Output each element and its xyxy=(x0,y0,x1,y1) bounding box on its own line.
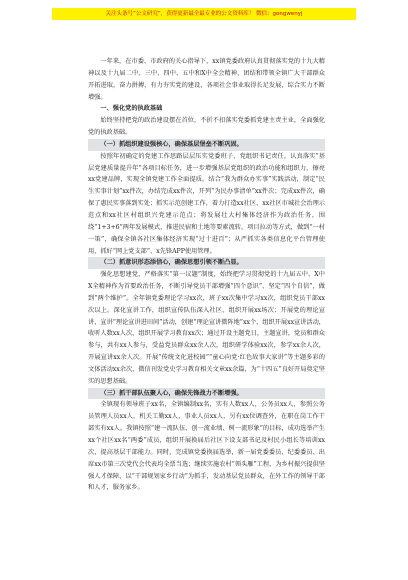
section-1-heading: （一）抓组织建设强核心，确保基层堡垒不断巩固。 xyxy=(88,139,325,151)
top-banner: 关注头条号“公文研究”，获得更新最全最专业的公文资料库！ 微信：gongwenyj xyxy=(52,8,356,20)
paragraph-4: 强化思想建党，严格落实“第一议题”制度，始终把学习贯彻党的十九届五中、X中X全精神作为首要政治任务，不断引导党员干部增强“四个意识”、坚定“四个自信”，做到“两个维护”。全年镇党委理论学习xx次，班子xx次集中学习xx次，组织党员干部xx次以上。深化宣讲工作，组织宣传队伍深入社区、组织开展xx场次；开展党的理论宣讲，宣讲“理论宣讲进田间”活动，创建“理论宣讲微阵地”xx个，组织开展xx宣讲活动，收听人数xx人次，组织开展学习教育xx次；通过开设主题党日，主题宣讲，党员和群众参与，共有xx人参与，受益党员群众xx余人次，组织研学体验xx次，参学xx余人次，开展宣讲xx余人次。开展“传统文化进校园”“童心向党·红色故事大家讲”等主题多彩的文体活动xx余次，微信刊发党史学习教育相关文章xx余篇，为“十四五”良好开局奠定坚实的思想基础。 xyxy=(88,271,325,385)
paragraph-3: 按照年初确定的党建工作思路层层压实党委班子、党组织书记责任，认真落实“基层党建质量提升年”各项目标任务，进一步增强基层党组织的政治功能和组织力，擦亮xx党建品牌，实现全镇党建工作全面提质。结合“我为群众办实事”实践活动，制定“民生实事计划”xx件次，办结完成xx件次，开列“为民办事清单”xx件次；完成xx件次，确保了惠民实事落到实处；抓实示范创建工作，着力打造xx社区、xx社区市城社会治理示范点和xx社区村组织兴党建示范点；将发展壮大村集体经济作为政治任务，围绕“1+3+6”两年发展模式，推进民宿和土地等要素流转，项目拉动等方式，做到“一村一策”，确保全镇各社区集体经济实现“过十进百”；从严抓实各类信息化平台管理使用，抓好“网上党支部”、x先锋APP使用管理。 xyxy=(88,152,325,255)
intro-paragraph: 一年来，在市委、市政府的关心指导下，xx镇党委政府认真贯彻落实党的十九大精神以及十九届二中、三中、四中、五中和X中全会精神，团结和带领全镇广大干部群众开拓进取，奋力拼搏，有力夯实党的建设，各项社会事业取得长足发展，综合实力不断增强。 xyxy=(88,58,325,101)
section-3-heading: （三）抓干部队伍聚人心，确保先锋战力不断增强。 xyxy=(88,388,325,400)
paragraph-5: 全镇现有领导班子xx名，全镇编制xx名，实有人数xx人，公务员xx人，参照公务员管理人员xx人，机关工勤xx人，事业人员xx人，另有xx位调查外，在职在岗工作干部实有xx人。我镇按照“建一流队伍、创一流业绩、树一流形象”的目标，成功选举产生xx个社区xx名“两委”成员，组织开展换届后社区下设支部书记及村民小组长等培训xx次，提高基层干部能力。同时，完成镇党委换届选举，新一届党委委员、纪委委员、出席xx市第三次党代会代表均全票当选；继续实施农村“领头雁”工程，为乡村振兴提供坚强人才保障，以“干部规划家乡行动”为抓手，发动基层党员群众，在外工作的领导干部和人才，服务家乡。 xyxy=(88,401,325,492)
paragraph-2: 始终坚持把党的政治建设摆在首位，不折不扣落实党委抓党建主责主业，全面强化党的执政基础。 xyxy=(88,117,325,137)
document-body xyxy=(88,56,325,494)
heading-1: 一、强化党的执政基础 xyxy=(100,105,163,113)
section-2-heading: （二）抓意识形态添信心，确保思想引领不断凸显。 xyxy=(88,257,325,269)
